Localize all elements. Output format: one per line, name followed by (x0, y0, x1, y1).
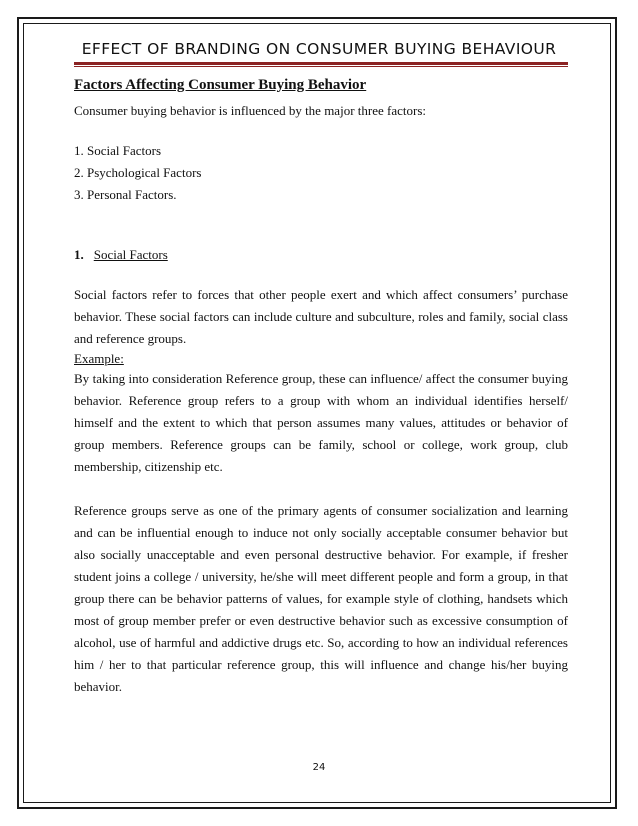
list-item: 1. Social Factors (74, 143, 162, 158)
subsection-number: 1. (74, 247, 84, 262)
header-rule (74, 62, 568, 65)
paragraph: Social factors refer to forces that other people exert and which affect consumers’ purchase behavior. These social factors can include culture and subculture, roles and family, social class and reference groups. (74, 287, 568, 346)
page-number: 24 (312, 762, 326, 773)
example-label: Example: (74, 351, 124, 366)
header-rule-thin (74, 66, 568, 67)
factors-list (74, 140, 568, 206)
intro-text: Consumer buying behavior is influenced by the major three factors: (74, 103, 426, 118)
list-item: 3. Personal Factors. (74, 187, 177, 202)
paragraph: Reference groups serve as one of the primary agents of consumer socialization and learning and can be influential enough to induce not only socially acceptable consumer behavior but also socially unacceptable and even personal destructive behavior. For example, if fresher student joins a college / university, he/she will meet different people and form a group, in that group there can be behavior patterns of values, for example style of clothing, handsets which most of group member prefer or even destructive behavior such as excessive consumption of alcohol, use of harmful and addictive drugs etc. So, according to how an individual references him / her to that particular reference group, this will influence and change his/her buying behavior. (74, 503, 568, 694)
list-item: 2. Psychological Factors (74, 165, 202, 180)
subsection-heading (74, 244, 568, 266)
paragraph: By taking into consideration Reference group, these can influence/ affect the consumer buying behavior. Reference group refers to a group with whom an individual identifies herself/ himself and the extent to which that person assumes many values, attitudes or behavior of group members. Reference groups can be family, school or college, work group, club membership, citizenship etc. (74, 371, 568, 474)
running-header: EFFECT OF BRANDING ON CONSUMER BUYING BEHAVIOUR (81, 40, 557, 58)
page-content (74, 74, 568, 698)
section-title: Factors Affecting Consumer Buying Behavior (74, 77, 367, 93)
subsection-label: Social Factors (93, 247, 168, 262)
